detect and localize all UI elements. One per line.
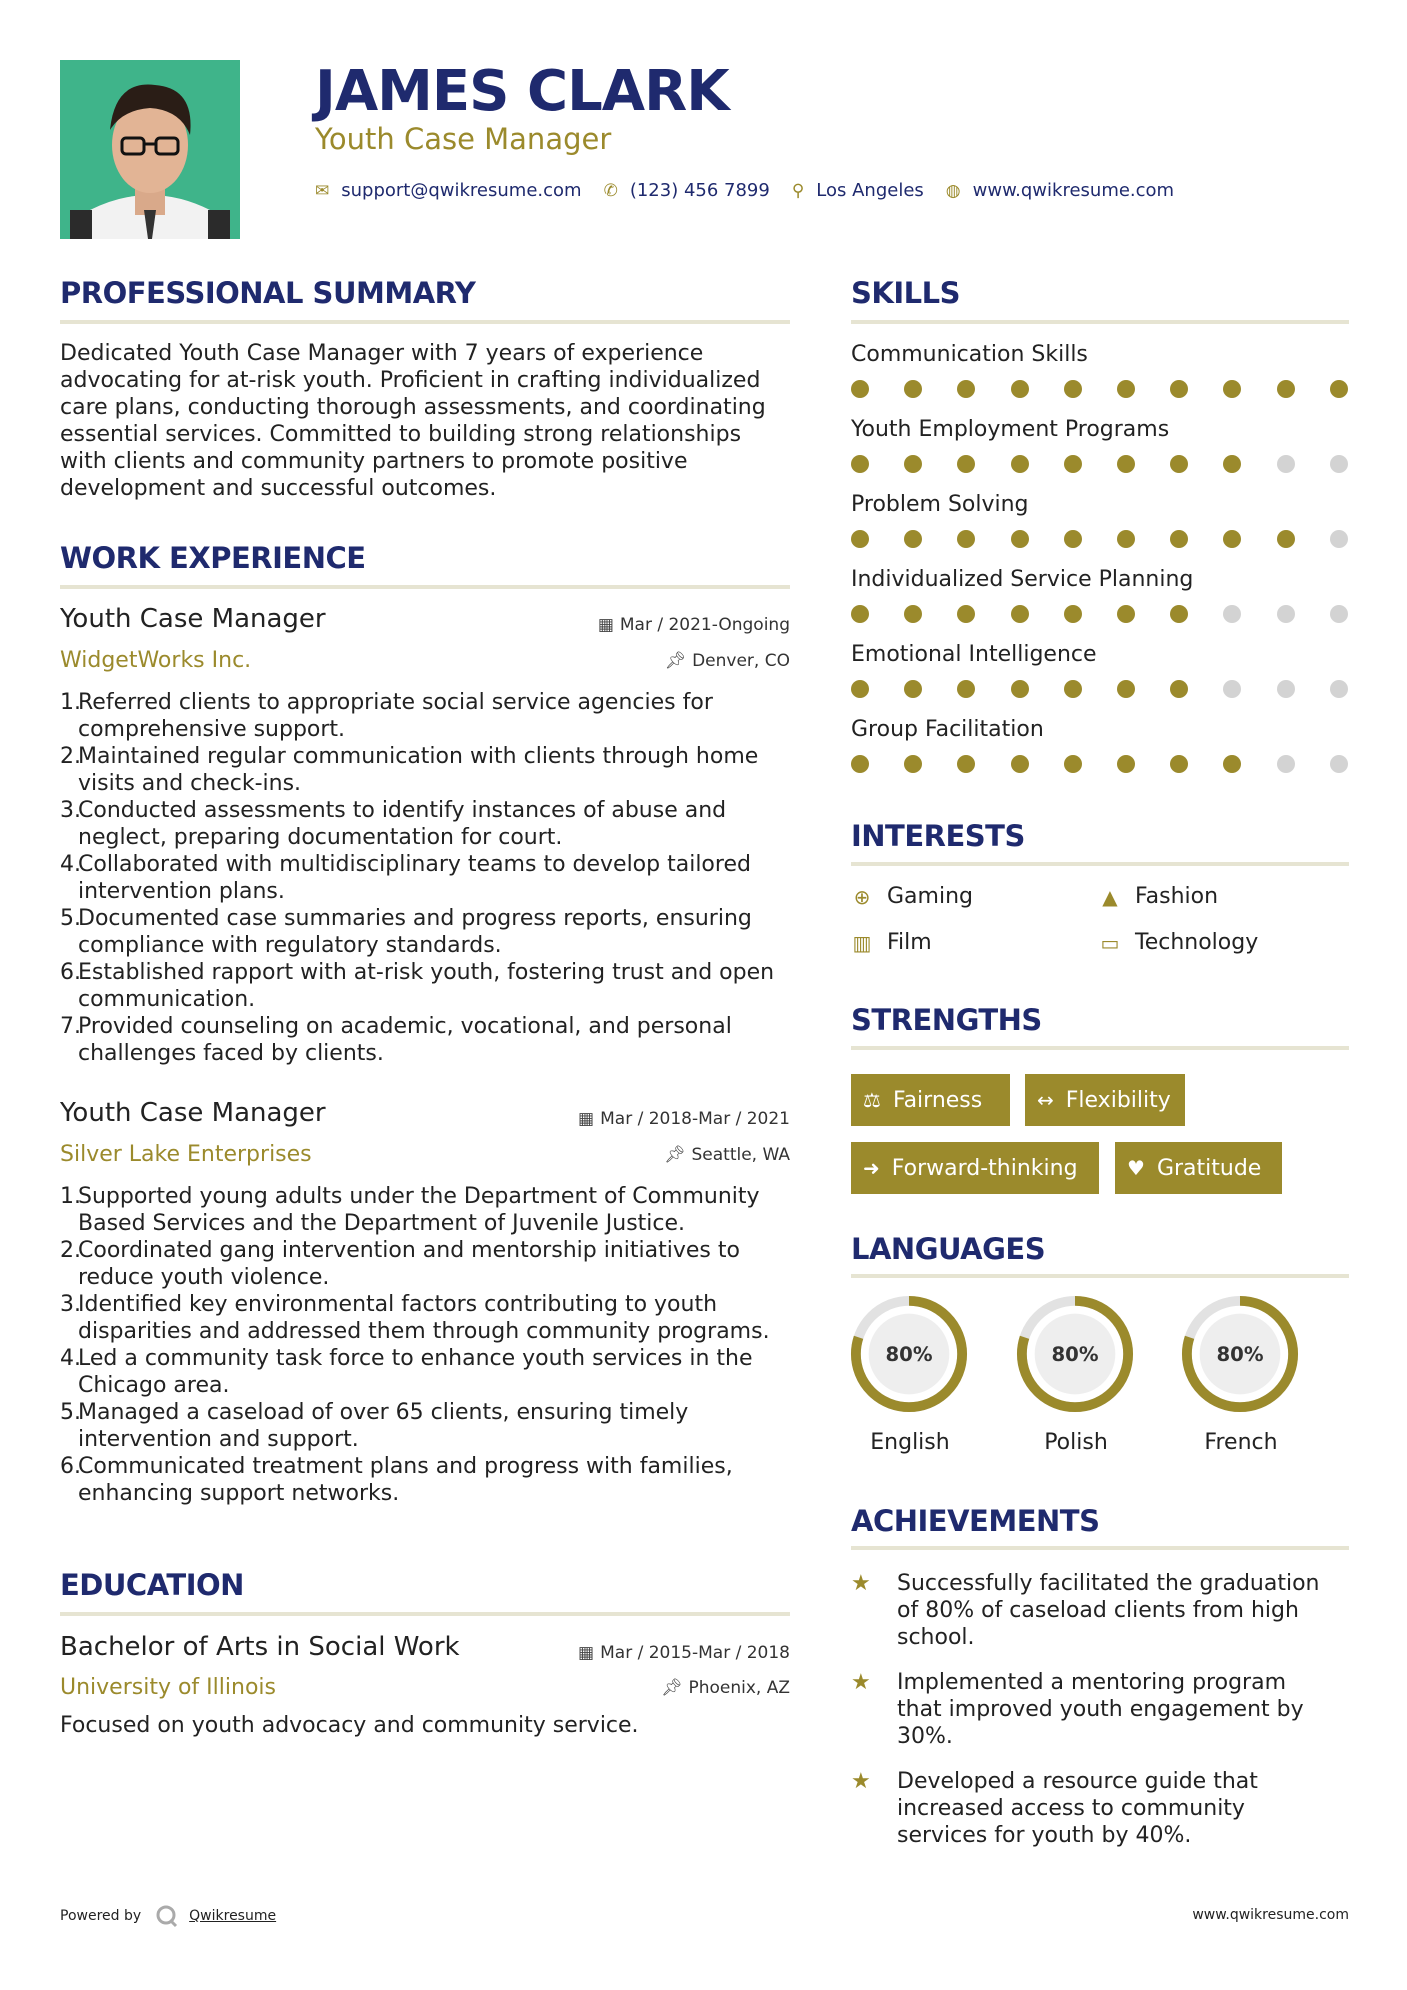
rating-dot-filled bbox=[1064, 380, 1082, 398]
summary-line: with clients and community partners to promote positive bbox=[60, 449, 688, 474]
laptop-icon: ▭ bbox=[1100, 930, 1120, 955]
rating-dot-empty bbox=[1277, 455, 1295, 473]
list-item bbox=[78, 1399, 818, 1453]
globe-icon: ◍ bbox=[945, 180, 961, 201]
rating-dot-filled bbox=[957, 380, 975, 398]
education-note: Focused on youth advocacy and community service. bbox=[60, 1713, 639, 1738]
rating-dot-filled bbox=[1011, 455, 1029, 473]
bullet-line: Supported young adults under the Department of Community bbox=[78, 1184, 760, 1209]
pin-icon: 📌︎ bbox=[663, 1145, 686, 1165]
skill-rating bbox=[851, 530, 1351, 550]
list-item bbox=[78, 797, 818, 851]
pin-icon: 📌︎ bbox=[664, 651, 687, 671]
achievement-item bbox=[851, 1768, 1349, 1849]
achievement-line: Successfully facilitated the graduation bbox=[897, 1571, 1320, 1596]
education-heading: EDUCATION bbox=[60, 1568, 244, 1602]
rating-dot-filled bbox=[904, 605, 922, 623]
rating-dot-filled bbox=[1170, 605, 1188, 623]
rating-dot-filled bbox=[1117, 530, 1135, 548]
strength-fairness bbox=[851, 1074, 1010, 1126]
skills-heading: SKILLS bbox=[851, 276, 960, 310]
job-bullets bbox=[60, 689, 818, 1067]
rating-dot-empty bbox=[1277, 755, 1295, 773]
rating-dot-filled bbox=[851, 680, 869, 698]
rating-dot-filled bbox=[957, 530, 975, 548]
strengths-heading: STRENGTHS bbox=[851, 1003, 1042, 1037]
language-ring bbox=[1180, 1294, 1300, 1414]
job-location-text: Seattle, WA bbox=[691, 1145, 790, 1165]
rating-dot-filled bbox=[851, 455, 869, 473]
achievement-line: Developed a resource guide that bbox=[897, 1769, 1258, 1794]
achievement-line: of 80% of caseload clients from high bbox=[897, 1598, 1299, 1623]
rating-dot-filled bbox=[1011, 380, 1029, 398]
rating-dot-filled bbox=[1117, 755, 1135, 773]
rating-dot-filled bbox=[851, 380, 869, 398]
bullet-line: visits and check-ins. bbox=[78, 771, 302, 796]
rating-dot-filled bbox=[1064, 530, 1082, 548]
star-icon: ★ bbox=[851, 1571, 871, 1596]
bullet-line: challenges faced by clients. bbox=[78, 1041, 384, 1066]
education-dates-text: Mar / 2015-Mar / 2018 bbox=[600, 1643, 790, 1663]
rating-dot-filled bbox=[1117, 605, 1135, 623]
job-dates-text: Mar / 2018-Mar / 2021 bbox=[600, 1109, 790, 1129]
bullet-line: Established rapport with at-risk youth, fostering trust and open bbox=[78, 960, 775, 985]
list-item bbox=[78, 1237, 818, 1291]
list-item bbox=[78, 959, 818, 1013]
rating-dot-filled bbox=[1011, 680, 1029, 698]
achievement-text bbox=[897, 1669, 1304, 1750]
bullet-line: Managed a caseload of over 65 clients, ensuring timely bbox=[78, 1400, 689, 1425]
bullet-line: Led a community task force to enhance youth services in the bbox=[78, 1346, 753, 1371]
interests-rule bbox=[851, 862, 1349, 866]
language-name: English bbox=[870, 1430, 950, 1455]
experience-heading: WORK EXPERIENCE bbox=[60, 541, 366, 575]
rating-dot-filled bbox=[1223, 380, 1241, 398]
skill-name: Communication Skills bbox=[851, 342, 1088, 367]
interest-label: Technology bbox=[1135, 930, 1259, 955]
language-name: Polish bbox=[1044, 1430, 1108, 1455]
calendar-icon: ▦ bbox=[597, 615, 614, 635]
rating-dot-empty bbox=[1277, 605, 1295, 623]
summary-line: essential services. Committed to building strong relationships bbox=[60, 422, 742, 447]
bullet-line: Documented case summaries and progress reports, ensuring bbox=[78, 906, 752, 931]
rating-dot-filled bbox=[1064, 755, 1082, 773]
strengths-rule bbox=[851, 1046, 1349, 1050]
skill-name: Problem Solving bbox=[851, 492, 1029, 517]
pin-icon: 📌︎ bbox=[660, 1678, 683, 1698]
rating-dot-filled bbox=[1011, 530, 1029, 548]
achievement-line: that improved youth engagement by bbox=[897, 1697, 1304, 1722]
interest-item-fashion bbox=[1099, 884, 1218, 909]
school-name: University of Illinois bbox=[60, 1675, 276, 1700]
rating-dot-filled bbox=[904, 380, 922, 398]
achievement-text bbox=[897, 1570, 1320, 1651]
rating-dot-filled bbox=[851, 530, 869, 548]
skill-rating bbox=[851, 605, 1351, 625]
strength-label: Flexibility bbox=[1065, 1087, 1171, 1113]
rating-dot-filled bbox=[1064, 605, 1082, 623]
qwikresume-logo-icon bbox=[155, 1904, 179, 1928]
rating-dot-empty bbox=[1277, 680, 1295, 698]
rating-dot-filled bbox=[1330, 380, 1348, 398]
list-item bbox=[78, 1345, 818, 1399]
footer-site[interactable]: www.qwikresume.com bbox=[1192, 1907, 1349, 1923]
contact-bar bbox=[315, 180, 1196, 201]
bullet-line: comprehensive support. bbox=[78, 717, 346, 742]
rating-dot-filled bbox=[851, 605, 869, 623]
interest-label: Film bbox=[887, 930, 932, 955]
rating-dot-filled bbox=[851, 755, 869, 773]
language-percent: 80% bbox=[1051, 1342, 1099, 1366]
achievements-rule bbox=[851, 1546, 1349, 1550]
job-dates-text: Mar / 2021-Ongoing bbox=[619, 615, 790, 635]
rating-dot-empty bbox=[1330, 680, 1348, 698]
envelope-icon: ✉ bbox=[315, 180, 330, 201]
list-item bbox=[78, 1013, 818, 1067]
bullet-line: Communicated treatment plans and progress with families, bbox=[78, 1454, 733, 1479]
bullet-line: Conducted assessments to identify instances of abuse and bbox=[78, 798, 727, 823]
skill-rating bbox=[851, 755, 1351, 775]
heart-icon: ♥ bbox=[1127, 1156, 1145, 1180]
balance-scale-icon: ⚖ bbox=[863, 1088, 881, 1112]
list-item bbox=[78, 905, 818, 959]
rating-dot-filled bbox=[904, 455, 922, 473]
achievements-heading: ACHIEVEMENTS bbox=[851, 1504, 1100, 1538]
bullet-line: disparities and addressed them through community programs. bbox=[78, 1319, 770, 1344]
bullet-line: Maintained regular communication with clients through home bbox=[78, 744, 759, 769]
strength-label: Forward-thinking bbox=[891, 1155, 1078, 1181]
rating-dot-filled bbox=[1011, 605, 1029, 623]
interest-item-technology bbox=[1099, 930, 1258, 955]
strength-gratitude bbox=[1115, 1142, 1282, 1194]
bullet-line: Identified key environmental factors contributing to youth bbox=[78, 1292, 718, 1317]
skills-rule bbox=[851, 320, 1349, 324]
email-text: support@qwikresume.com bbox=[341, 180, 582, 201]
contact-location bbox=[792, 180, 924, 201]
interest-label: Gaming bbox=[887, 884, 973, 909]
job-title: Youth Case Manager bbox=[60, 1098, 326, 1128]
job-dates bbox=[578, 1109, 790, 1129]
degree-title: Bachelor of Arts in Social Work bbox=[60, 1632, 460, 1662]
list-item bbox=[78, 1291, 818, 1345]
language-ring bbox=[849, 1294, 969, 1414]
summary-line: Dedicated Youth Case Manager with 7 years of experience bbox=[60, 341, 704, 366]
job-location-text: Denver, CO bbox=[692, 651, 790, 671]
summary-line: care plans, conducting thorough assessments, and coordinating bbox=[60, 395, 766, 420]
rating-dot-filled bbox=[1170, 680, 1188, 698]
rating-dot-filled bbox=[1117, 455, 1135, 473]
summary-rule bbox=[60, 320, 790, 324]
skill-rating bbox=[851, 455, 1351, 475]
achievement-line: Implemented a mentoring program bbox=[897, 1670, 1286, 1695]
candidate-name: JAMES CLARK bbox=[315, 59, 729, 124]
education-rule bbox=[60, 1612, 790, 1616]
achievement-line: services for youth by 40%. bbox=[897, 1823, 1192, 1848]
rating-dot-empty bbox=[1330, 530, 1348, 548]
list-item bbox=[78, 1453, 818, 1507]
rating-dot-filled bbox=[1170, 455, 1188, 473]
job-company: WidgetWorks Inc. bbox=[60, 648, 252, 673]
rating-dot-empty bbox=[1330, 455, 1348, 473]
rating-dot-filled bbox=[904, 680, 922, 698]
strength-forward-thinking bbox=[851, 1142, 1099, 1194]
rating-dot-filled bbox=[904, 755, 922, 773]
skill-name: Individualized Service Planning bbox=[851, 567, 1194, 592]
achievement-item bbox=[851, 1669, 1349, 1750]
languages-rule bbox=[851, 1274, 1349, 1278]
bullet-line: Chicago area. bbox=[78, 1373, 230, 1398]
language-percent: 80% bbox=[1216, 1342, 1264, 1366]
bullet-line: Coordinated gang intervention and mentorship initiatives to bbox=[78, 1238, 740, 1263]
list-item bbox=[78, 689, 818, 743]
bullet-line: enhancing support networks. bbox=[78, 1481, 400, 1506]
strength-flexibility bbox=[1025, 1074, 1185, 1126]
rating-dot-filled bbox=[1170, 530, 1188, 548]
star-icon: ★ bbox=[851, 1769, 871, 1794]
rating-dot-empty bbox=[1330, 755, 1348, 773]
bullet-line: neglect, preparing documentation for court. bbox=[78, 825, 563, 850]
list-item bbox=[78, 743, 818, 797]
film-icon: ▥ bbox=[852, 930, 872, 955]
shopping-bag-icon: ▲ bbox=[1102, 884, 1118, 909]
rating-dot-filled bbox=[957, 605, 975, 623]
achievement-line: increased access to community bbox=[897, 1796, 1245, 1821]
experience-rule bbox=[60, 585, 790, 589]
bullet-line: Based Services and the Department of Juvenile Justice. bbox=[78, 1211, 686, 1236]
bullet-line: intervention and support. bbox=[78, 1427, 359, 1452]
calendar-icon: ▦ bbox=[578, 1109, 595, 1129]
strength-label: Gratitude bbox=[1156, 1155, 1262, 1181]
achievement-item bbox=[851, 1570, 1349, 1651]
job-location bbox=[664, 1145, 790, 1165]
job-company: Silver Lake Enterprises bbox=[60, 1142, 312, 1167]
rating-dot-filled bbox=[1117, 380, 1135, 398]
contact-email[interactable] bbox=[315, 180, 582, 201]
language-percent: 80% bbox=[885, 1342, 933, 1366]
contact-phone[interactable] bbox=[604, 180, 770, 201]
bullet-line: Referred clients to appropriate social service agencies for bbox=[78, 690, 713, 715]
rating-dot-empty bbox=[1223, 680, 1241, 698]
phone-icon: ✆ bbox=[603, 180, 618, 201]
list-item bbox=[78, 851, 818, 905]
bullet-line: Provided counseling on academic, vocational, and personal bbox=[78, 1014, 732, 1039]
rating-dot-filled bbox=[1064, 455, 1082, 473]
education-location-text: Phoenix, AZ bbox=[688, 1678, 790, 1698]
map-marker-icon: ⚲ bbox=[791, 180, 805, 201]
summary-line: advocating for at-risk youth. Proficient in crafting individualized bbox=[60, 368, 761, 393]
interest-item-film bbox=[851, 930, 932, 955]
powered-by-text: Powered by bbox=[60, 1908, 142, 1924]
rating-dot-empty bbox=[1330, 605, 1348, 623]
achievement-line: 30%. bbox=[897, 1724, 953, 1749]
interest-item-gaming bbox=[851, 884, 973, 909]
bullet-line: intervention plans. bbox=[78, 879, 285, 904]
bullet-line: communication. bbox=[78, 987, 256, 1012]
skill-name: Youth Employment Programs bbox=[851, 417, 1170, 442]
achievement-text bbox=[897, 1768, 1258, 1849]
bullet-line: Collaborated with multidisciplinary teams to develop tailored bbox=[78, 852, 751, 877]
skill-name: Group Facilitation bbox=[851, 717, 1044, 742]
rating-dot-filled bbox=[1170, 380, 1188, 398]
gamepad-icon: ⊕ bbox=[853, 884, 871, 909]
rating-dot-filled bbox=[957, 455, 975, 473]
candidate-role: Youth Case Manager bbox=[315, 122, 612, 156]
bullet-line: compliance with regulatory standards. bbox=[78, 933, 502, 958]
calendar-icon: ▦ bbox=[578, 1643, 595, 1663]
rating-dot-filled bbox=[1011, 755, 1029, 773]
education-dates bbox=[578, 1643, 790, 1663]
interest-label: Fashion bbox=[1135, 884, 1219, 909]
strength-label: Fairness bbox=[892, 1087, 983, 1113]
achievement-line: school. bbox=[897, 1625, 975, 1650]
skill-name: Emotional Intelligence bbox=[851, 642, 1097, 667]
rating-dot-filled bbox=[1277, 530, 1295, 548]
contact-website[interactable] bbox=[946, 180, 1174, 201]
job-bullets bbox=[60, 1183, 818, 1507]
rating-dot-filled bbox=[1223, 530, 1241, 548]
rating-dot-filled bbox=[957, 755, 975, 773]
rating-dot-filled bbox=[1064, 680, 1082, 698]
bullet-line: reduce youth violence. bbox=[78, 1265, 330, 1290]
footer-powered bbox=[60, 1904, 276, 1928]
rating-dot-filled bbox=[1277, 380, 1295, 398]
brand-link[interactable]: Qwikresume bbox=[189, 1908, 277, 1924]
language-name: French bbox=[1204, 1430, 1278, 1455]
summary-text bbox=[60, 340, 800, 502]
phone-text: (123) 456 7899 bbox=[629, 180, 770, 201]
rating-dot-filled bbox=[904, 530, 922, 548]
rating-dot-filled bbox=[1170, 755, 1188, 773]
location-text: Los Angeles bbox=[816, 180, 924, 201]
summary-heading: PROFESSIONAL SUMMARY bbox=[60, 276, 476, 310]
language-ring bbox=[1015, 1294, 1135, 1414]
website-text: www.qwikresume.com bbox=[972, 180, 1175, 201]
list-item bbox=[78, 1183, 818, 1237]
rating-dot-filled bbox=[1223, 455, 1241, 473]
rating-dot-filled bbox=[1223, 755, 1241, 773]
rating-dot-filled bbox=[957, 680, 975, 698]
job-location bbox=[665, 651, 791, 671]
skill-rating bbox=[851, 680, 1351, 700]
profile-photo bbox=[60, 60, 240, 239]
summary-line: development and successful outcomes. bbox=[60, 476, 497, 501]
job-dates bbox=[598, 615, 790, 635]
languages-heading: LANGUAGES bbox=[851, 1232, 1046, 1266]
interests-heading: INTERESTS bbox=[851, 819, 1025, 853]
arrow-right-icon: ➜ bbox=[863, 1156, 880, 1180]
education-location bbox=[661, 1678, 790, 1698]
rating-dot-filled bbox=[1117, 680, 1135, 698]
arrows-horizontal-icon: ↔ bbox=[1037, 1088, 1054, 1112]
star-icon: ★ bbox=[851, 1670, 871, 1695]
job-title: Youth Case Manager bbox=[60, 604, 326, 634]
rating-dot-empty bbox=[1223, 605, 1241, 623]
skill-rating bbox=[851, 380, 1351, 400]
